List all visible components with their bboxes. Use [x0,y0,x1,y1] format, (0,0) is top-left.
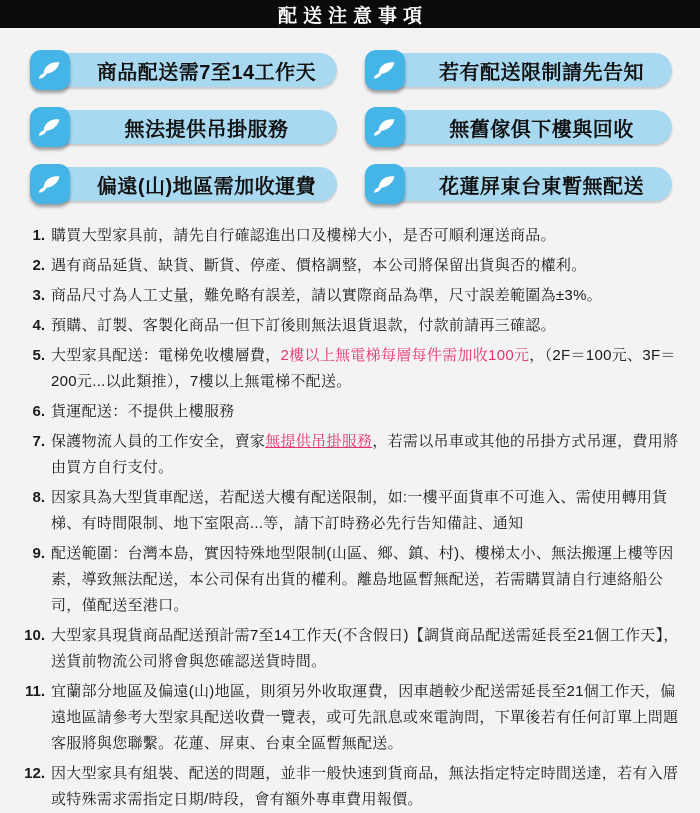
leaf-icon [30,107,70,147]
note-segment: 配送範圍：台灣本島，實因特殊地型限制(山區、鄉、鎮、村)、樓梯太小、無法搬運上樓等因素，導致無法配送，本公司保有出貨的權利。離島地區暫無配送，若需購買請自行連絡船公司，僅配送至港口。 [51,545,674,614]
note-number: 10. [24,627,45,644]
note-segment: 宜蘭部分地區及偏遠(山)地區，則須另外收取運費，因車趟較少配送需延長至21個工作天，偏遠地區請參考大型家具配送收費一覽表，或可先訊息或來電詢問，下單後若有任何訂單上問題客服將與您聯繫。花蓮、屏東、台東全區暫無配送。 [51,683,679,752]
note-text [51,253,684,279]
note-segment: 商品尺寸為人工丈量，難免略有誤差，請以實際商品為準，尺寸誤差範圍為±3%。 [51,287,603,304]
note-segment: 貨運配送：不提供上樓服務 [51,403,235,420]
note-text [51,223,684,249]
note-item-11 [12,679,684,757]
note-number: 11. [24,683,45,700]
badge-pill [375,110,672,144]
badge-no-delivery-areas [365,164,672,204]
note-text [51,623,684,675]
note-item-10 [12,623,684,675]
badge-remote-fee [30,164,337,204]
leaf-icon [365,107,405,147]
note-item-5 [12,343,684,395]
badge-no-old-furniture [365,107,672,147]
note-number: 2. [32,257,45,274]
badge-no-hoisting [30,107,337,147]
note-segment: 預購、訂製、客製化商品一但下訂後則無法退貨退款，付款前請再三確認。 [51,317,556,334]
note-item-9 [12,541,684,619]
note-text [51,343,684,395]
badge-pill [40,110,337,144]
note-text [51,485,684,537]
leaf-icon [30,164,70,204]
badge-delivery-limit [365,50,672,90]
note-number: 5. [32,347,45,364]
note-segment: 大型家具現貨商品配送預計需7至14工作天(不含假日)【調貨商品配送需延長至21個工作天】，送貨前物流公司將會與您確認送貨時間。 [51,627,679,670]
note-item-8 [12,485,684,537]
note-segment: ，（2F＝100元、3F＝200元...以此類推），7樓以上無電梯不配送。 [51,347,676,390]
note-item-1 [12,223,684,249]
note-number: 12. [24,765,45,782]
note-text [51,541,684,619]
note-segment: ，若需以吊車或其他的吊掛方式吊運，費用將由買方自行支付。 [51,433,679,476]
note-item-6 [12,399,684,425]
page-title: 配送注意事項 [277,5,428,27]
badge-label: 無法提供吊掛服務 [124,118,289,141]
badge-pill [375,167,672,201]
note-number: 1. [32,227,45,244]
badge-pill [40,167,337,201]
note-item-12 [12,761,684,813]
header-bar [0,0,700,28]
leaf-icon [365,164,405,204]
note-segment: 保護物流人員的工作安全，賣家 [51,433,266,450]
badge-grid [0,28,700,204]
note-number: 4. [32,317,45,334]
leaf-icon [30,50,70,90]
note-segment: 因家具為大型貨車配送，若配送大樓有配送限制，如:一樓平面貨車不可進入、需使用轉用貨梯、有時間限制、地下室限高...等，請下訂時務必先行告知備註、通知 [51,489,668,532]
note-number: 6. [32,403,45,420]
note-text [51,283,684,309]
badge-pill [40,53,337,87]
note-segment: 遇有商品延貨、缺貨、斷貨、停產、價格調整，本公司將保留出貨與否的權利。 [51,257,587,274]
note-number: 7. [32,433,45,450]
note-item-3 [12,283,684,309]
note-text [51,399,684,425]
note-number: 8. [32,489,45,506]
note-number: 3. [32,287,45,304]
note-text [51,313,684,339]
note-item-7 [12,429,684,481]
badge-label: 無舊傢俱下樓與回收 [449,118,634,141]
notes-list [0,204,700,813]
highlight-no-hoisting: 無提供吊掛服務 [265,433,373,450]
note-item-2 [12,253,684,279]
note-text [51,761,684,813]
highlight-elevator-fee: 2樓以上無電梯每層每件需加收100元 [280,347,530,364]
note-number: 9. [32,545,45,562]
note-text [51,679,684,757]
note-text [51,429,684,481]
badge-label: 若有配送限制請先告知 [439,61,644,84]
note-segment: 購買大型家具前，請先自行確認進出口及樓梯大小，是否可順利運送商品。 [51,227,556,244]
note-segment: 大型家具配送：電梯免收樓層費， [51,347,281,364]
leaf-icon [365,50,405,90]
badge-delivery-time [30,50,337,90]
note-item-4 [12,313,684,339]
badge-label: 花蓮屏東台東暫無配送 [439,175,644,198]
badge-pill [375,53,672,87]
note-segment: 因大型家具有組裝、配送的問題，並非一般快速到貨商品，無法指定特定時間送達，若有入厝或特殊需求需指定日期/時段，會有額外專車費用報價。 [51,765,679,808]
badge-label: 偏遠(山)地區需加收運費 [96,175,317,198]
badge-label: 商品配送需7至14工作天 [96,61,317,84]
